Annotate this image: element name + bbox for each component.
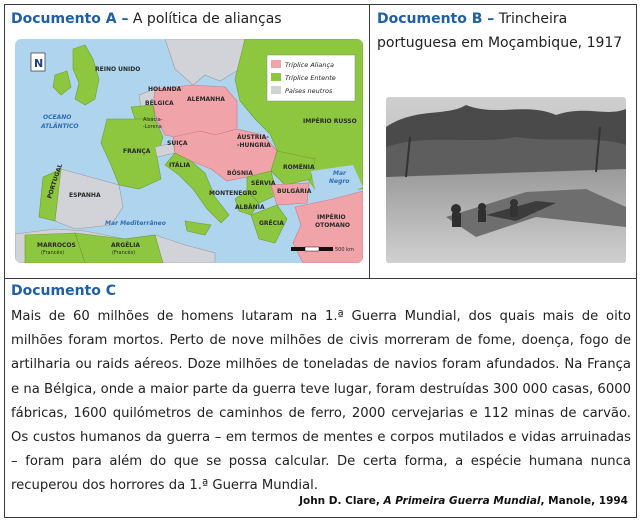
label-negro: Negro (329, 178, 350, 185)
label-servia: SÉRVIA (251, 180, 276, 187)
label-argelia-frances: (Francês) (112, 250, 136, 256)
scale-label: 500 km (335, 247, 354, 253)
label-austria: ÁUSTRIA- (237, 134, 269, 141)
label-bulgaria: BULGÁRIA (277, 188, 312, 195)
column-divider (369, 5, 370, 278)
doc-a-label: Documento A – (11, 11, 129, 27)
source-author: John D. Clare, (299, 495, 384, 507)
legend-entente: Tríplice Entente (285, 74, 336, 82)
legend-neutros: Países neutros (285, 87, 333, 95)
legend-alianca: Tríplice Aliança (285, 61, 335, 69)
label-suica: SUIÇA (167, 140, 188, 147)
source-citation (299, 495, 628, 507)
trench-photo-svg (386, 97, 626, 263)
label-lorena: -Lorena (143, 124, 162, 130)
doc-b-label: Documento B – (377, 11, 495, 27)
label-otomano: OTOMANO (315, 222, 351, 229)
label-grecia: GRÉCIA (259, 220, 284, 227)
escandinavia-neutral (165, 39, 245, 85)
legend-swatch-neutros (271, 86, 281, 94)
label-belgica: BÉLGICA (145, 100, 174, 107)
label-oceano: OCEANO (43, 114, 72, 121)
source-book: A Primeira Guerra Mundial (383, 495, 541, 507)
doc-b-caption (377, 7, 632, 55)
label-reino-unido: REINO UNIDO (95, 66, 141, 73)
label-romenia: ROMÉNIA (283, 164, 315, 171)
doc-c-text: Mais de 60 milhões de homens lutaram na 1.ª Guerra Mundial, dos quais mais de oito milhões foram mortos. Perto de nove milhões de civis morreram de fome, doença, fogo de artilharia ou raids aéreos. Doze milhões de toneladas de navios foram afundados. Na França e na Bélgica, onde a maior parte da guerra teve lugar, foram destruídas 300 000 casas, 6000 fábricas, 1600 quilómetros de caminhos de ferro, 2000 cervejarias e 112 minas de carvão. Os custos humanos da guerra – em termos de mentes e corpos mutilados e vidas arruinadas – foram para além do que se possa calcular. De certa forma, a espécie humana nunca recuperou dos horrores da 1.ª Guerra Mundial. (11, 309, 631, 494)
label-alsacia: Alsácia- (143, 117, 163, 123)
alemanha-region (153, 85, 237, 139)
north-label: N (34, 57, 44, 70)
label-hungria: -HUNGRIA (237, 142, 271, 149)
reino-unido-region (73, 45, 99, 105)
label-italia: ITÁLIA (169, 162, 191, 169)
alliance-map-svg (15, 39, 363, 263)
label-imperio-russo: IMPÉRIO RUSSO (303, 118, 357, 125)
doc-b-title: Trincheira portuguesa em Moçambique, 1917 (377, 11, 623, 51)
label-marrocos-frances: (Francês) (41, 250, 65, 256)
label-argelia: ARGÉLIA (111, 242, 140, 249)
label-portugal: PORTUGAL (46, 163, 65, 200)
sicilia-region (185, 221, 211, 235)
doc-c-label: Documento C (11, 283, 117, 299)
label-atlantico: ATLÂNTICO (41, 123, 79, 130)
label-mar-mediterraneo: Mar Mediterrâneo (105, 220, 166, 227)
label-holanda: HOLANDA (148, 86, 182, 93)
alliance-map (15, 39, 363, 263)
doc-a-caption (11, 7, 282, 31)
label-imperio: IMPÉRIO (317, 214, 346, 221)
label-espanha: ESPANHA (69, 192, 101, 199)
label-mar: Mar (333, 170, 346, 177)
legend-swatch-entente (271, 73, 281, 81)
doc-a-title: A política de alianças (132, 11, 282, 27)
document-sheet (4, 4, 637, 518)
legend-swatch-alianca (271, 60, 281, 68)
label-albania: ALBÂNIA (235, 204, 265, 211)
label-marrocos: MARROCOS (37, 242, 76, 249)
source-rest: , Manole, 1994 (540, 495, 628, 507)
label-bosnia: BÓSNIA (227, 170, 253, 177)
label-alemanha: ALEMANHA (187, 96, 225, 103)
label-franca: FRANÇA (123, 148, 151, 155)
doc-c-caption (11, 279, 116, 303)
trench-photo (386, 97, 626, 263)
label-montenegro: MONTENEGRO (209, 190, 258, 197)
irlanda-region (53, 71, 71, 95)
